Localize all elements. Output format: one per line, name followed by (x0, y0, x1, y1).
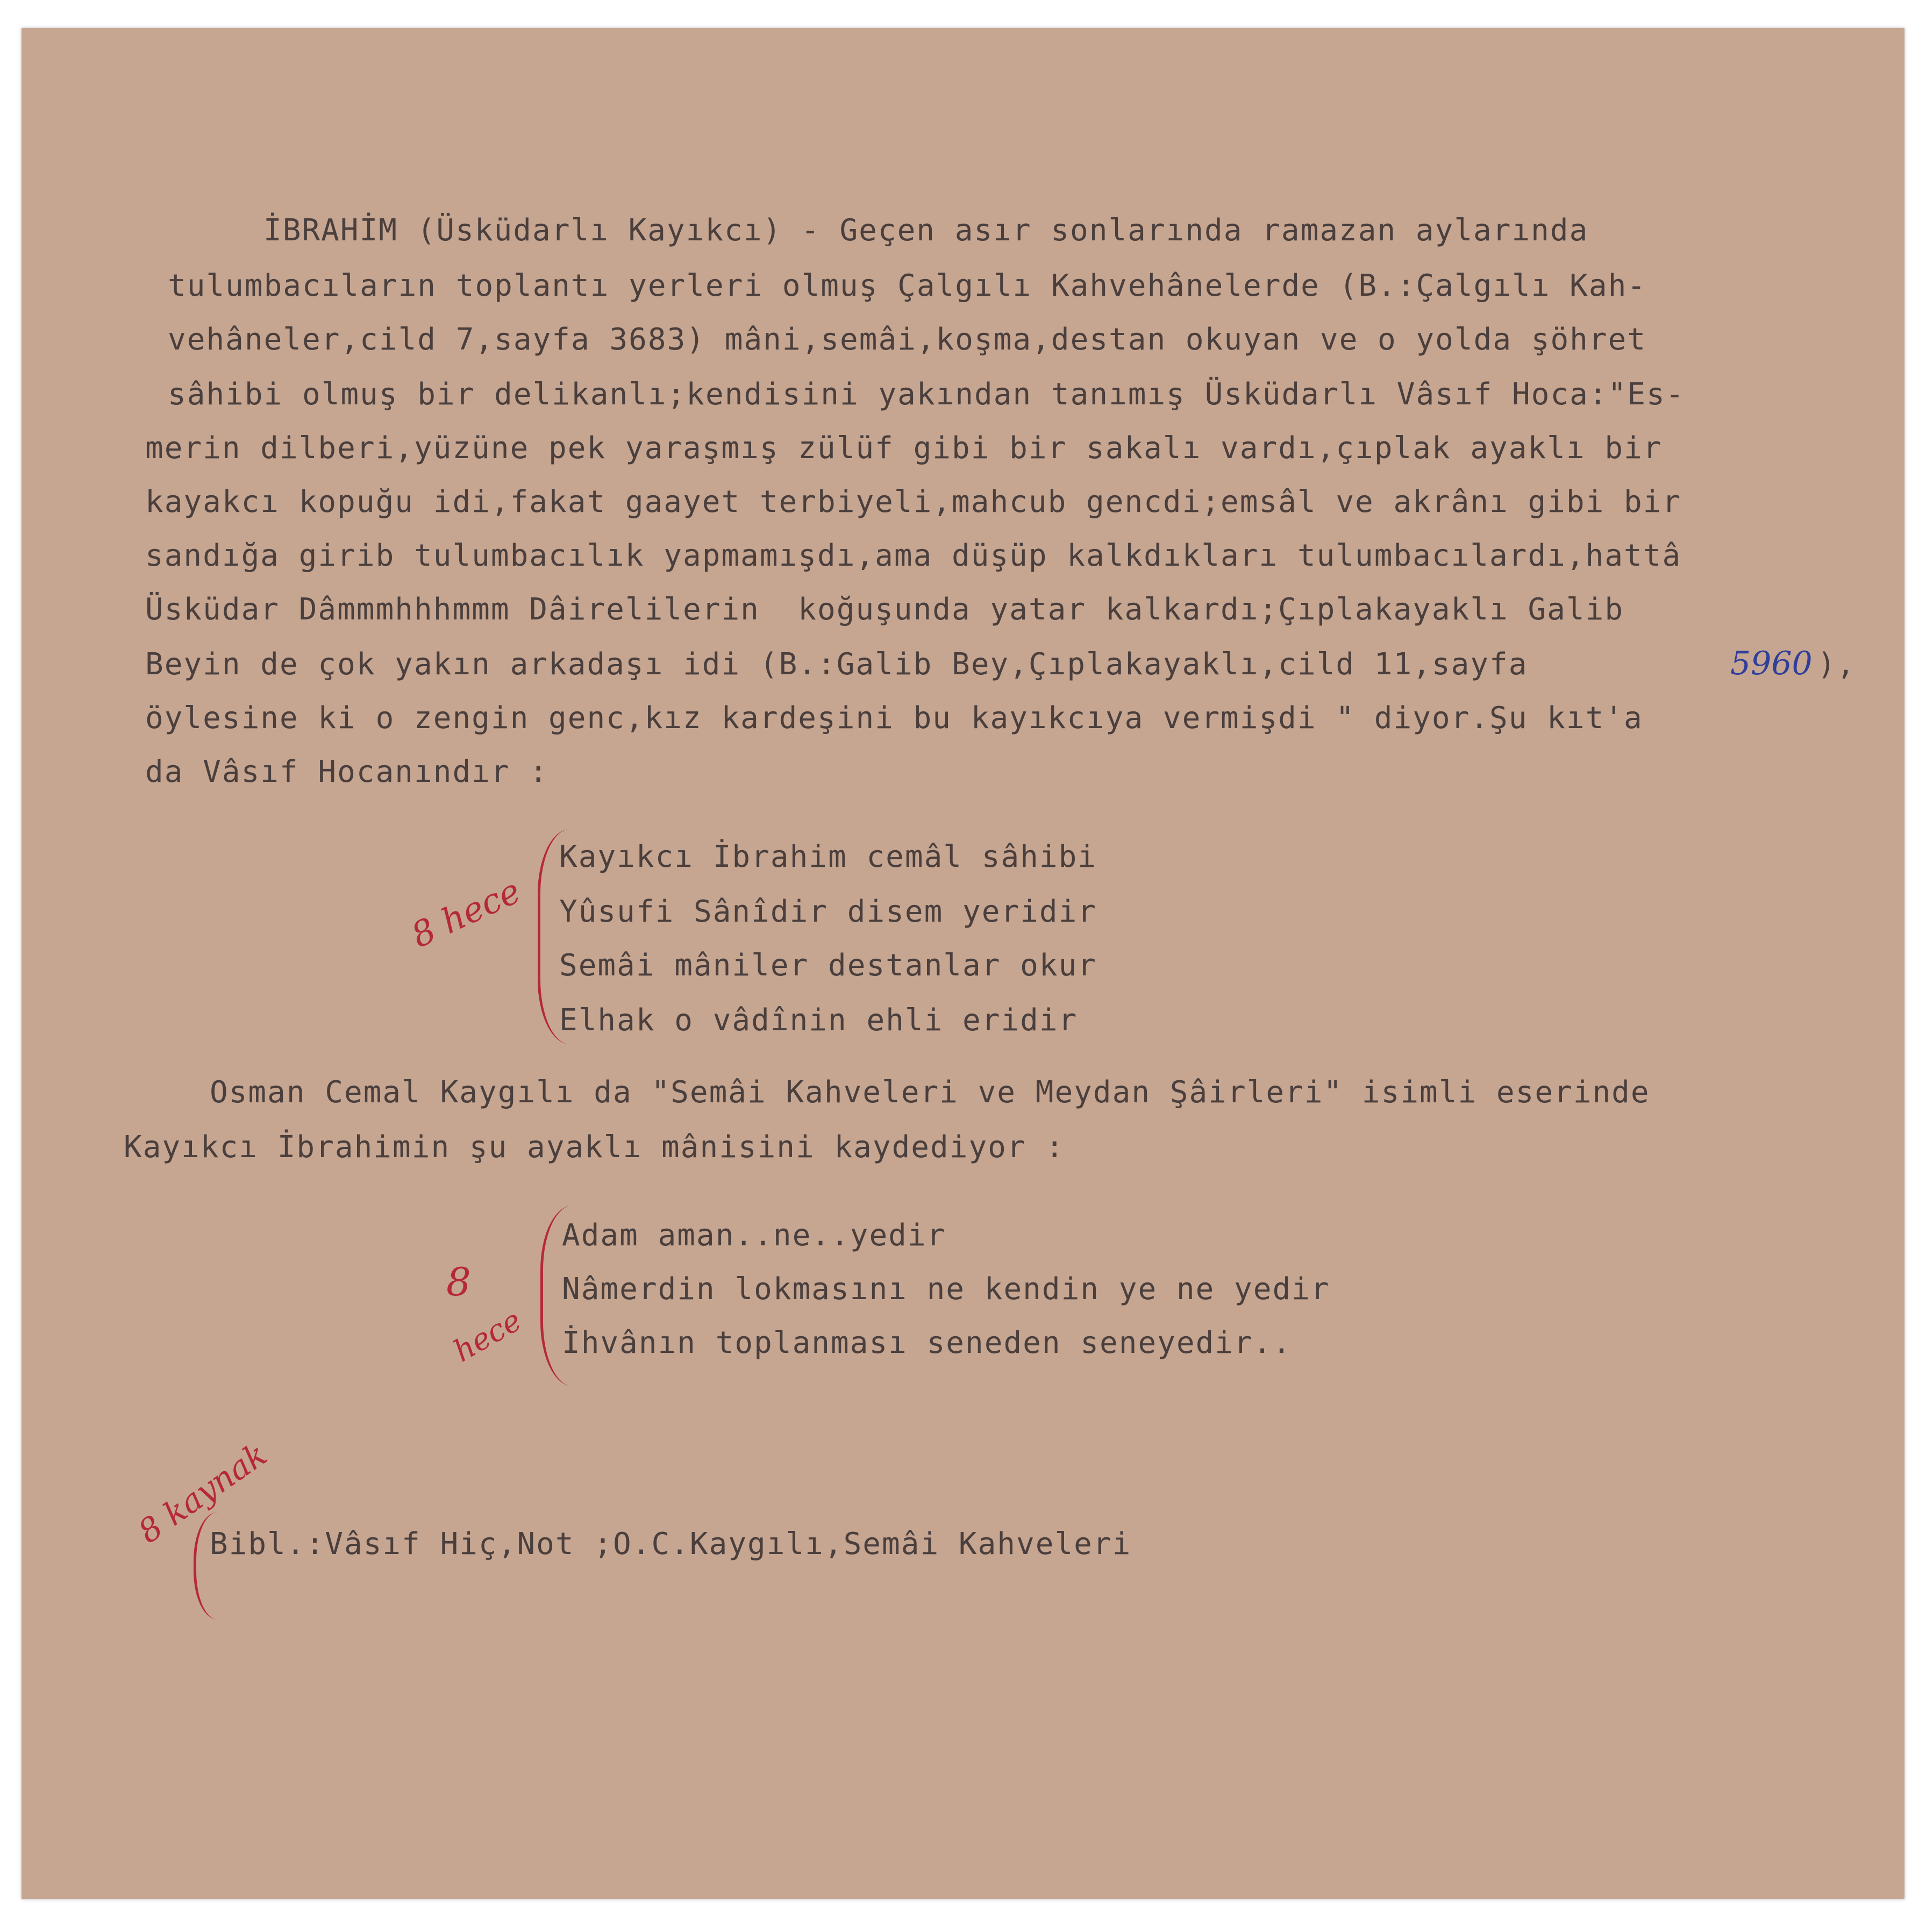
body-line-10: öylesine ki o zengin genc,kız kardeşini bu kayıkcıya vermişdi " diyor.Şu kıt'a (145, 701, 1643, 736)
stanza-1-line-1: Kayıkcı İbrahim cemâl sâhibi (559, 839, 1097, 874)
body-line-7: sandığa girib tulumbacılık yapmamışdı,ama düşüp kalkdıkları tulumbacılardı,hattâ (145, 538, 1682, 573)
stanza-1-line-2: Yûsufi Sânîdir disem yeridir (559, 894, 1097, 929)
stanza-1-line-3: Semâi mâniler destanlar okur (559, 948, 1097, 983)
intro-2-line-1: Osman Cemal Kaygılı da "Semâi Kahveleri ve Meydan Şâirleri" isimli eserinde (210, 1075, 1650, 1110)
body-line-6: kayakcı kopuğu idi,fakat gaayet terbiyeli,mahcub gencdi;emsâl ve akrânı gibi bir (145, 484, 1682, 519)
body-line-3: vehâneler,cild 7,sayfa 3683) mâni,semâi,koşma,destan okuyan ve o yolda şöhret (168, 322, 1647, 357)
body-line-1: İBRAHİM (Üsküdarlı Kayıkcı) - Geçen asır sonlarında ramazan aylarında (263, 213, 1589, 248)
bibliography: Bibl.:Vâsıf Hiç,Not ;O.C.Kaygılı,Semâi Kahveleri (210, 1527, 1132, 1562)
stanza-2-line-3: İhvânın toplanması seneden seneyedir.. (562, 1325, 1292, 1360)
stanza-2-line-2: Nâmerdin lokmasını ne kendin ye ne yedir (562, 1272, 1330, 1307)
intro-2-line-2: Kayıkcı İbrahimin şu ayaklı mânisini kaydediyor : (124, 1130, 1065, 1165)
handwritten-page-number: 5960 (1730, 645, 1813, 682)
body-line-9-end: ), (1817, 647, 1856, 682)
stanza-2-margin-note-word: hece (447, 1302, 528, 1370)
body-line-2: tulumbacıların toplantı yerleri olmuş Çalgılı Kahvehânelerde (B.:Çalgılı Kah- (168, 268, 1647, 303)
body-line-5: merin dilberi,yüzüne pek yaraşmış zülüf gibi bir sakalı vardı,çıplak ayaklı bir (145, 431, 1663, 466)
stanza-2-line-1: Adam aman..ne..yedir (562, 1218, 946, 1253)
stanza-1-margin-note: 8 hece (405, 871, 527, 956)
bibliography-margin-note: 8 kaynak (131, 1435, 274, 1551)
body-line-4: sâhibi olmuş bir delikanlı;kendisini yakından tanımış Üsküdarlı Vâsıf Hoca:"Es- (168, 377, 1685, 412)
body-line-11: da Vâsıf Hocanındır : (145, 754, 549, 789)
body-line-9: Beyin de çok yakın arkadaşı idi (B.:Galib Bey,Çıplakayaklı,cild 11,sayfa (145, 647, 1528, 682)
body-line-8: Üsküdar Dâmmmhhhmmm Dâirelilerin koğuşunda yatar kalkardı;Çıplakayaklı Galib (145, 592, 1624, 627)
typewritten-page (22, 28, 1904, 1899)
stanza-1-line-4: Elhak o vâdînin ehli eridir (559, 1003, 1078, 1038)
stanza-2-margin-note-number: 8 (446, 1259, 471, 1304)
